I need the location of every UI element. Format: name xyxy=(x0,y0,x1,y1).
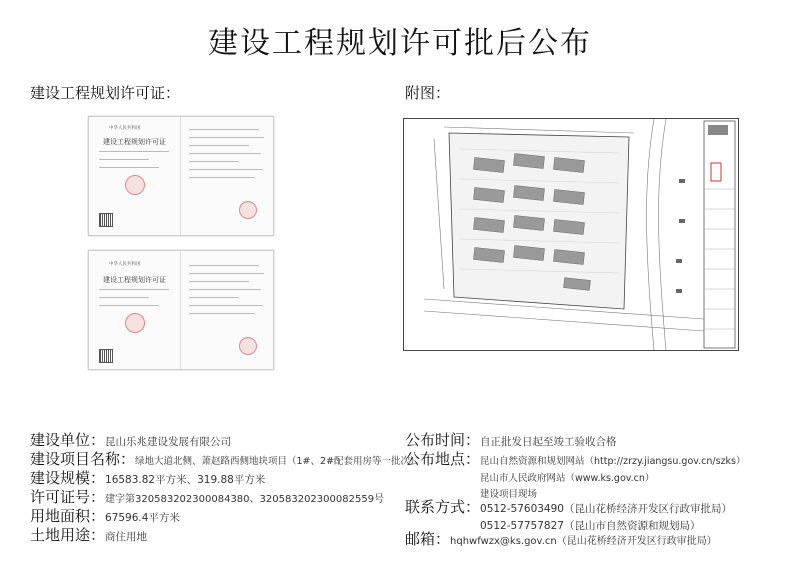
info-label: 公布时间： xyxy=(405,431,481,449)
attachment-section-label: 附图： xyxy=(405,84,451,102)
qr-code-icon xyxy=(99,349,113,363)
red-seal-icon xyxy=(239,201,257,219)
info-label: 建设项目名称： xyxy=(30,450,136,468)
info-label: 用地面积： xyxy=(30,507,106,525)
red-seal-icon xyxy=(239,337,257,355)
permit-document-2 xyxy=(88,250,274,370)
info-value: 建字第320583202300084380、320583202300082559号 xyxy=(105,494,385,505)
info-value: 16583.82平方米、319.88平方米 xyxy=(105,474,266,486)
site-plan-svg xyxy=(404,119,738,350)
info-land-use xyxy=(30,524,147,545)
info-permit-number xyxy=(30,486,384,507)
permit-1-header: 中华人民共和国 xyxy=(109,126,141,131)
info-value: 昆山市人民政府网站（www.ks.gov.cn） xyxy=(480,473,655,484)
permit-section-label: 建设工程规划许可证： xyxy=(30,84,181,102)
info-construction-unit xyxy=(30,429,231,450)
site-plan-drawing xyxy=(403,118,739,351)
info-value: 昆山自然资源和规划网站（http://zrzy.jiangsu.gov.cn/szks） xyxy=(480,456,746,467)
info-value: 建设项目现场 xyxy=(480,489,538,500)
email-link[interactable]: hqhwfwzx@ks.gov.cn（昆山花桥经济开发区行政审批局） xyxy=(450,536,717,547)
info-land-area xyxy=(30,505,180,526)
permit-document-1 xyxy=(88,116,274,236)
info-label: 公布地点： xyxy=(405,450,481,468)
permit-2-title: 建设工程规划许可证 xyxy=(103,276,166,284)
info-label: 建设规模： xyxy=(30,469,106,487)
info-publish-time xyxy=(405,429,617,450)
red-seal-icon xyxy=(125,175,145,195)
info-label: 建设单位： xyxy=(30,431,106,449)
permit-2-header: 中华人民共和国 xyxy=(109,262,141,267)
permit-1-title: 建设工程规划许可证 xyxy=(103,138,166,146)
info-value: 自正批发日起至竣工验收合格 xyxy=(480,436,617,448)
info-label: 许可证号： xyxy=(30,488,106,506)
red-seal-icon xyxy=(125,313,145,333)
page-title: 建设工程规划许可批后公布 xyxy=(208,26,592,61)
info-label: 土地用途： xyxy=(30,526,106,544)
qr-code-icon xyxy=(99,213,113,227)
info-scale xyxy=(30,467,265,488)
info-label: 邮箱： xyxy=(405,530,451,548)
info-value: 绿地大道北侧、萧赵路西侧地块项目（1#、2#配套用房等一批次） xyxy=(135,456,420,467)
info-value: 0512-57757827（昆山市自然资源和规划局） xyxy=(480,520,701,532)
info-value: 昆山乐兆建设发展有限公司 xyxy=(105,436,232,448)
info-project-name xyxy=(30,448,420,469)
info-value: 67596.4平方米 xyxy=(105,512,180,524)
info-email xyxy=(405,528,717,549)
info-label: 联系方式： xyxy=(405,498,481,516)
info-value: 商住用地 xyxy=(105,531,148,543)
info-value: 0512-57603490（昆山花桥经济开发区行政审批局） xyxy=(480,503,732,515)
